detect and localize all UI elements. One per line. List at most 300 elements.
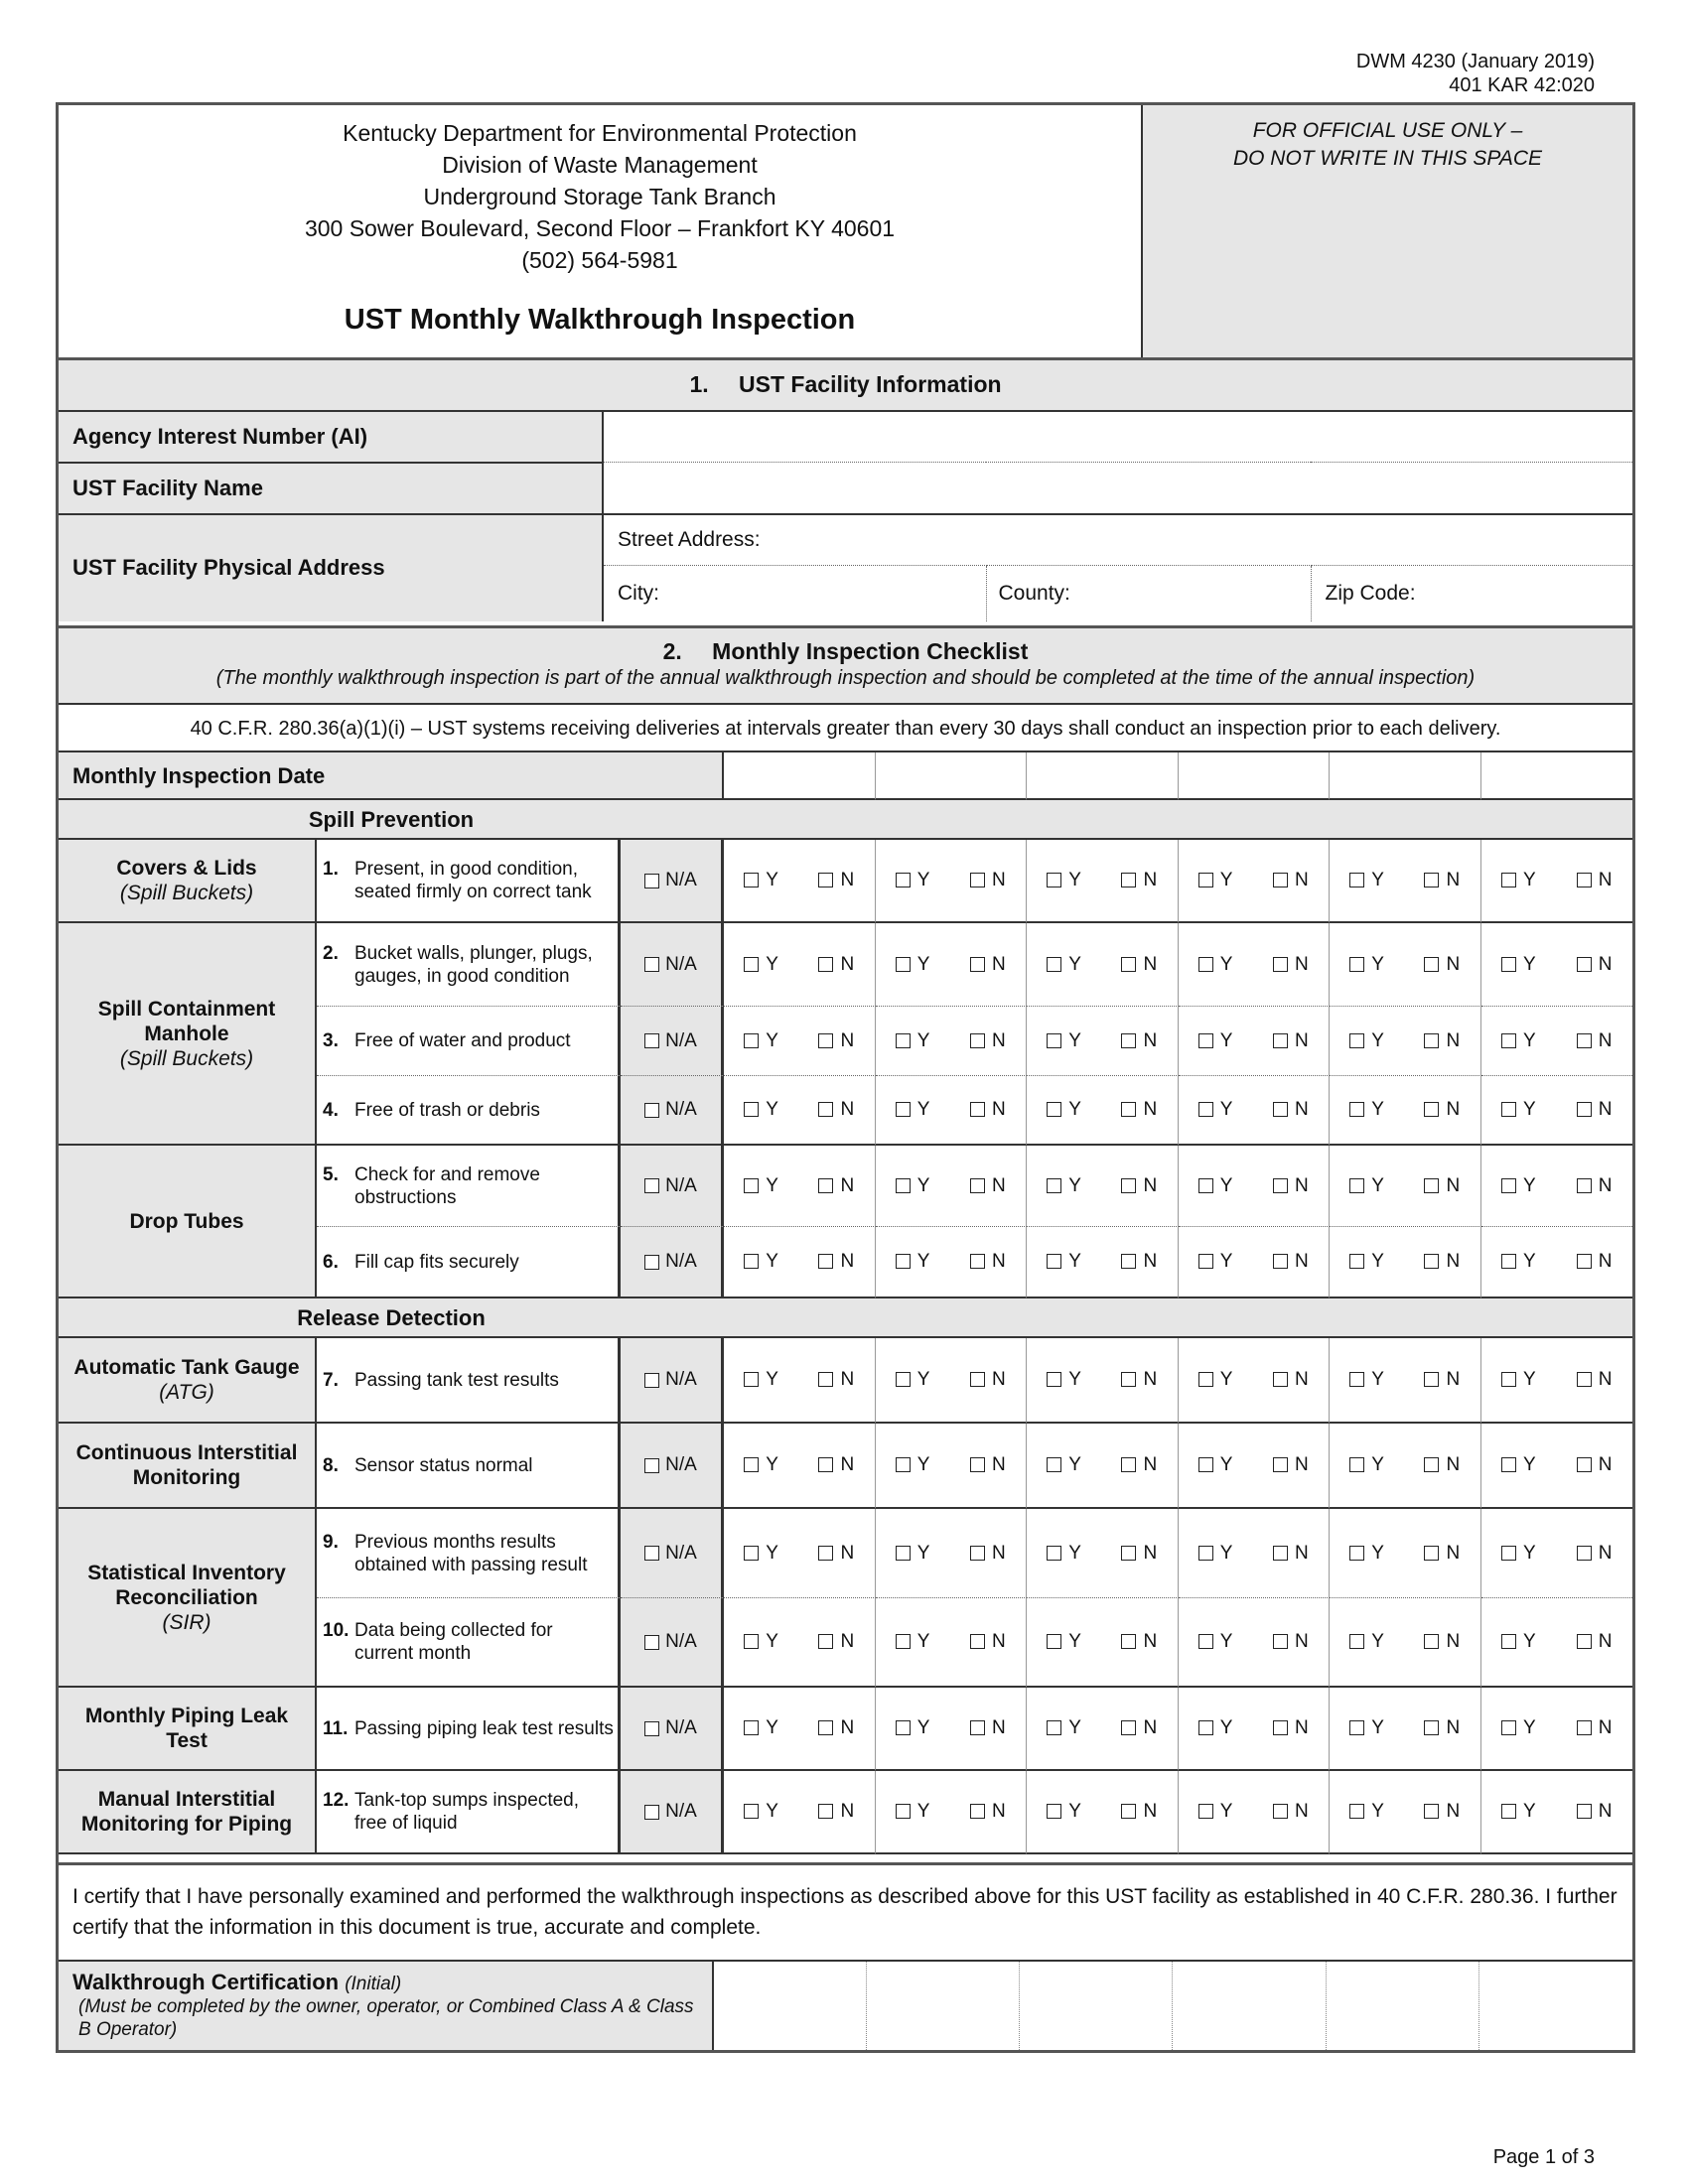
na-label: N/A <box>665 1801 697 1822</box>
no-checkbox[interactable] <box>970 1634 985 1649</box>
no-checkbox[interactable] <box>1577 957 1592 972</box>
inspection-date-field[interactable] <box>1027 752 1179 800</box>
na-label: N/A <box>665 953 697 975</box>
yes-checkbox[interactable] <box>1349 1372 1364 1387</box>
yes-checkbox[interactable] <box>1349 1634 1364 1649</box>
yes-label: Y <box>1523 1369 1536 1390</box>
no-label: N <box>840 1099 855 1120</box>
yes-checkbox[interactable] <box>744 1178 759 1193</box>
na-checkbox[interactable] <box>644 1721 659 1736</box>
yes-checkbox[interactable] <box>896 1720 911 1735</box>
na-cell <box>621 1076 724 1146</box>
month-cell <box>1179 1424 1331 1509</box>
yes-checkbox[interactable] <box>1349 1546 1364 1561</box>
yes-checkbox[interactable] <box>1501 1546 1516 1561</box>
yes-label: Y <box>766 870 778 890</box>
no-checkbox[interactable] <box>1121 1372 1136 1387</box>
no-checkbox[interactable] <box>1577 1372 1592 1387</box>
month-cell <box>1027 1424 1179 1509</box>
yes-checkbox[interactable] <box>1501 1033 1516 1048</box>
no-checkbox[interactable] <box>1424 1720 1439 1735</box>
yes-checkbox[interactable] <box>1198 957 1213 972</box>
inspection-date-field[interactable] <box>1330 752 1481 800</box>
yes-checkbox[interactable] <box>1047 1372 1061 1387</box>
yes-checkbox[interactable] <box>1501 1634 1516 1649</box>
no-checkbox[interactable] <box>818 1254 833 1269</box>
no-option <box>818 1251 854 1273</box>
no-checkbox[interactable] <box>1577 1634 1592 1649</box>
yes-option <box>744 1717 778 1739</box>
no-checkbox[interactable] <box>1121 1178 1136 1193</box>
yes-checkbox[interactable] <box>1198 1804 1213 1819</box>
yes-label: Y <box>1523 1801 1536 1822</box>
city-field[interactable] <box>603 566 986 621</box>
no-checkbox[interactable] <box>1121 1102 1136 1117</box>
na-checkbox[interactable] <box>644 1805 659 1820</box>
yes-option <box>1198 1099 1233 1121</box>
no-checkbox[interactable] <box>970 873 985 887</box>
certification-initial-field[interactable] <box>1327 1962 1479 2050</box>
yes-checkbox[interactable] <box>744 957 759 972</box>
yes-checkbox[interactable] <box>744 1102 759 1117</box>
month-cell <box>1179 1146 1331 1227</box>
no-checkbox[interactable] <box>1424 1457 1439 1472</box>
na-cell <box>621 923 724 1007</box>
yes-checkbox[interactable] <box>1198 1372 1213 1387</box>
yes-label: Y <box>1523 870 1536 890</box>
yes-checkbox[interactable] <box>1501 873 1516 887</box>
no-checkbox[interactable] <box>1121 1634 1136 1649</box>
checklist-item <box>317 1688 621 1771</box>
yes-checkbox[interactable] <box>744 1546 759 1561</box>
yes-option <box>1198 1717 1233 1739</box>
no-label: N <box>1294 1251 1309 1272</box>
yes-checkbox[interactable] <box>744 1457 759 1472</box>
item-text: Fill cap fits securely <box>354 1251 519 1273</box>
no-option <box>1273 1030 1309 1052</box>
yes-checkbox[interactable] <box>744 1634 759 1649</box>
yes-label: Y <box>916 1542 930 1564</box>
facility-name-field[interactable] <box>603 463 1632 514</box>
no-label: N <box>1294 1631 1309 1652</box>
no-checkbox[interactable] <box>1577 1033 1592 1048</box>
no-checkbox[interactable] <box>970 957 985 972</box>
county-label: County: <box>998 581 1070 605</box>
no-checkbox[interactable] <box>818 1720 833 1735</box>
no-label: N <box>991 1631 1006 1652</box>
no-checkbox[interactable] <box>970 1102 985 1117</box>
na-checkbox[interactable] <box>644 1033 659 1048</box>
regulation-ref: 401 KAR 42:020 <box>1449 74 1595 96</box>
no-option <box>1273 1099 1309 1121</box>
no-checkbox[interactable] <box>1577 873 1592 887</box>
yes-option <box>1047 1454 1081 1476</box>
yes-checkbox[interactable] <box>1047 957 1061 972</box>
yes-checkbox[interactable] <box>1198 1102 1213 1117</box>
yes-option <box>1047 870 1081 891</box>
month-cell <box>1481 1509 1633 1598</box>
yes-label: Y <box>1523 953 1536 975</box>
no-checkbox[interactable] <box>970 1457 985 1472</box>
no-checkbox[interactable] <box>1273 1178 1288 1193</box>
yes-option <box>896 1030 930 1052</box>
yes-option <box>1349 1175 1384 1197</box>
no-option <box>1121 1543 1157 1565</box>
no-checkbox[interactable] <box>1424 873 1439 887</box>
yes-checkbox[interactable] <box>1349 1102 1364 1117</box>
yes-option <box>896 954 930 976</box>
yes-checkbox[interactable] <box>744 1372 759 1387</box>
yes-option <box>1047 1631 1081 1653</box>
yes-checkbox[interactable] <box>1047 1546 1061 1561</box>
no-label: N <box>1598 1542 1613 1564</box>
no-checkbox[interactable] <box>1121 1457 1136 1472</box>
yes-checkbox[interactable] <box>1501 1102 1516 1117</box>
checklist-item <box>317 1007 621 1076</box>
section-2-header <box>59 625 1632 705</box>
no-checkbox[interactable] <box>970 1254 985 1269</box>
no-label: N <box>1446 1631 1461 1652</box>
yes-label: Y <box>1219 1174 1233 1196</box>
no-option <box>970 1175 1006 1197</box>
item-text: Passing tank test results <box>354 1369 559 1391</box>
yes-checkbox[interactable] <box>1047 1033 1061 1048</box>
no-checkbox[interactable] <box>1273 873 1288 887</box>
item-number: 10. <box>323 1620 350 1641</box>
yes-checkbox[interactable] <box>1349 1254 1364 1269</box>
no-label: N <box>1446 1542 1461 1564</box>
no-checkbox[interactable] <box>818 1102 833 1117</box>
no-checkbox[interactable] <box>1424 1634 1439 1649</box>
no-checkbox[interactable] <box>1121 873 1136 887</box>
no-option <box>1121 1030 1157 1052</box>
no-checkbox[interactable] <box>818 1372 833 1387</box>
yes-option <box>896 870 930 891</box>
yes-label: Y <box>1523 1029 1536 1051</box>
no-checkbox[interactable] <box>1121 1033 1136 1048</box>
no-option <box>1121 1631 1157 1653</box>
agency-line: Division of Waste Management <box>442 152 758 178</box>
no-checkbox[interactable] <box>1273 1254 1288 1269</box>
no-checkbox[interactable] <box>1273 1546 1288 1561</box>
no-checkbox[interactable] <box>1121 957 1136 972</box>
no-checkbox[interactable] <box>1273 957 1288 972</box>
no-option <box>1424 1454 1460 1476</box>
no-label: N <box>991 1099 1006 1120</box>
yes-label: Y <box>1068 1454 1081 1475</box>
yes-label: Y <box>1219 1099 1233 1120</box>
yes-checkbox[interactable] <box>1501 1372 1516 1387</box>
na-checkbox[interactable] <box>644 1546 659 1561</box>
yes-checkbox[interactable] <box>896 1372 911 1387</box>
no-checkbox[interactable] <box>1577 1546 1592 1561</box>
certification-initial-field[interactable] <box>1479 1962 1632 2050</box>
na-label: N/A <box>665 1717 697 1738</box>
no-checkbox[interactable] <box>1577 1804 1592 1819</box>
yes-label: Y <box>1371 1631 1384 1652</box>
yes-checkbox[interactable] <box>1501 1178 1516 1193</box>
no-checkbox[interactable] <box>1121 1804 1136 1819</box>
inspection-date-field[interactable] <box>876 752 1028 800</box>
no-label: N <box>1598 1099 1613 1120</box>
page-title: UST Monthly Walkthrough Inspection <box>344 304 856 336</box>
yes-checkbox[interactable] <box>1047 1457 1061 1472</box>
yes-checkbox[interactable] <box>1198 873 1213 887</box>
yes-checkbox[interactable] <box>1047 1178 1061 1193</box>
month-cell <box>1481 1227 1633 1298</box>
na-cell <box>621 1146 724 1227</box>
no-checkbox[interactable] <box>818 1178 833 1193</box>
yes-checkbox[interactable] <box>1349 1178 1364 1193</box>
no-checkbox[interactable] <box>1273 1804 1288 1819</box>
item-number: 7. <box>323 1369 339 1391</box>
na-checkbox[interactable] <box>644 874 659 888</box>
no-checkbox[interactable] <box>1424 1804 1439 1819</box>
no-label: N <box>1294 1542 1309 1564</box>
group-name: Monthly Piping Leak Test <box>84 1705 289 1752</box>
month-cell <box>724 1007 876 1076</box>
no-label: N <box>1294 953 1309 975</box>
no-checkbox[interactable] <box>1424 1372 1439 1387</box>
no-checkbox[interactable] <box>1121 1720 1136 1735</box>
inspection-date-field[interactable] <box>1179 752 1331 800</box>
no-label: N <box>1598 1454 1613 1475</box>
no-checkbox[interactable] <box>1424 1546 1439 1561</box>
yes-checkbox[interactable] <box>896 1178 911 1193</box>
no-option <box>1273 1454 1309 1476</box>
yes-checkbox[interactable] <box>896 1804 911 1819</box>
yes-option <box>1198 870 1233 891</box>
no-checkbox[interactable] <box>818 1546 833 1561</box>
no-checkbox[interactable] <box>1424 1033 1439 1048</box>
inspection-date-field[interactable] <box>724 752 876 800</box>
certification-initial-field[interactable] <box>1174 1962 1327 2050</box>
na-cell <box>621 840 724 923</box>
item-text: Tank-top sumps inspected, free of liquid <box>354 1790 580 1834</box>
no-checkbox[interactable] <box>1577 1254 1592 1269</box>
yes-option <box>896 1251 930 1273</box>
checklist-item <box>317 840 621 923</box>
certification-initial-field[interactable] <box>1020 1962 1173 2050</box>
no-checkbox[interactable] <box>1121 1546 1136 1561</box>
yes-checkbox[interactable] <box>1349 957 1364 972</box>
yes-label: Y <box>1068 1717 1081 1738</box>
yes-label: Y <box>1068 1631 1081 1652</box>
spill-prevention-heading <box>59 800 1632 840</box>
yes-checkbox[interactable] <box>1198 1178 1213 1193</box>
yes-checkbox[interactable] <box>896 1102 911 1117</box>
street-field[interactable] <box>603 514 1632 566</box>
na-checkbox[interactable] <box>644 1635 659 1650</box>
yes-label: Y <box>1523 1174 1536 1196</box>
na-checkbox[interactable] <box>644 957 659 972</box>
no-option <box>1424 1717 1460 1739</box>
no-checkbox[interactable] <box>1273 1720 1288 1735</box>
no-option <box>1273 1369 1309 1391</box>
yes-option <box>744 1175 778 1197</box>
no-checkbox[interactable] <box>818 957 833 972</box>
no-checkbox[interactable] <box>818 1634 833 1649</box>
yes-label: Y <box>1219 870 1233 890</box>
no-checkbox[interactable] <box>818 1457 833 1472</box>
no-checkbox[interactable] <box>1577 1178 1592 1193</box>
item-text-wrap <box>317 1099 544 1122</box>
no-checkbox[interactable] <box>1577 1720 1592 1735</box>
yes-option <box>1501 1454 1536 1476</box>
yes-checkbox[interactable] <box>1349 1457 1364 1472</box>
no-checkbox[interactable] <box>970 1720 985 1735</box>
month-cell <box>1179 1509 1331 1598</box>
yes-checkbox[interactable] <box>1198 1720 1213 1735</box>
release-detection-heading-text: Release Detection <box>297 1305 486 1330</box>
no-checkbox[interactable] <box>1273 1033 1288 1048</box>
form-id-block <box>1356 50 1595 97</box>
yes-checkbox[interactable] <box>1501 1720 1516 1735</box>
yes-checkbox[interactable] <box>744 1254 759 1269</box>
yes-checkbox[interactable] <box>1198 1546 1213 1561</box>
yes-checkbox[interactable] <box>1047 873 1061 887</box>
no-option <box>1424 1099 1460 1121</box>
yes-checkbox[interactable] <box>1501 1457 1516 1472</box>
month-cell <box>876 840 1028 923</box>
na-checkbox[interactable] <box>644 1255 659 1270</box>
checklist-item <box>317 1076 621 1146</box>
ai-label: Agency Interest Number (AI) <box>59 411 603 463</box>
yes-option <box>1501 1801 1536 1823</box>
yes-label: Y <box>1371 1717 1384 1738</box>
yes-checkbox[interactable] <box>744 873 759 887</box>
no-checkbox[interactable] <box>1273 1372 1288 1387</box>
no-label: N <box>1294 1029 1309 1051</box>
certification-initial-field[interactable] <box>714 1962 867 2050</box>
month-cell <box>1027 1688 1179 1771</box>
no-option <box>1121 870 1157 891</box>
yes-checkbox[interactable] <box>1349 1804 1364 1819</box>
no-label: N <box>840 953 855 975</box>
no-option <box>818 1099 854 1121</box>
zip-field[interactable] <box>1311 566 1632 621</box>
no-label: N <box>1598 870 1613 890</box>
no-label: N <box>1143 1454 1158 1475</box>
yes-checkbox[interactable] <box>1501 1804 1516 1819</box>
yes-option <box>896 1369 930 1391</box>
yes-checkbox[interactable] <box>1047 1804 1061 1819</box>
yes-option <box>1501 1175 1536 1197</box>
yes-label: Y <box>1371 870 1384 890</box>
certification-label-suffix: (Initial) <box>345 1974 402 1994</box>
no-label: N <box>1598 953 1613 975</box>
na-checkbox[interactable] <box>644 1373 659 1388</box>
no-label: N <box>1294 1454 1309 1475</box>
no-checkbox[interactable] <box>1424 957 1439 972</box>
yes-checkbox[interactable] <box>896 957 911 972</box>
no-checkbox[interactable] <box>1577 1457 1592 1472</box>
month-cell <box>1179 1076 1331 1146</box>
month-cell <box>1330 1598 1481 1688</box>
yes-checkbox[interactable] <box>1198 1254 1213 1269</box>
no-option <box>818 1030 854 1052</box>
no-checkbox[interactable] <box>970 1178 985 1193</box>
yes-checkbox[interactable] <box>1198 1634 1213 1649</box>
no-option <box>1577 1175 1613 1197</box>
no-checkbox[interactable] <box>970 1372 985 1387</box>
no-checkbox[interactable] <box>1424 1254 1439 1269</box>
no-label: N <box>1143 1542 1158 1564</box>
na-checkbox[interactable] <box>644 1103 659 1118</box>
section-title: UST Facility Information <box>739 371 1002 398</box>
no-option <box>1577 1030 1613 1052</box>
na-checkbox[interactable] <box>644 1178 659 1193</box>
no-option <box>1577 1099 1613 1121</box>
item-number: 5. <box>323 1163 339 1185</box>
yes-label: Y <box>1371 1251 1384 1272</box>
no-checkbox[interactable] <box>970 1033 985 1048</box>
yes-label: Y <box>1219 1631 1233 1652</box>
yes-checkbox[interactable] <box>1349 873 1364 887</box>
no-option <box>1577 1543 1613 1565</box>
no-checkbox[interactable] <box>970 1804 985 1819</box>
no-checkbox[interactable] <box>1424 1102 1439 1117</box>
certification-initial-field[interactable] <box>867 1962 1020 2050</box>
yes-checkbox[interactable] <box>1047 1634 1061 1649</box>
yes-checkbox[interactable] <box>896 873 911 887</box>
item-number: 3. <box>323 1030 339 1051</box>
yes-checkbox[interactable] <box>1501 1254 1516 1269</box>
no-checkbox[interactable] <box>1424 1178 1439 1193</box>
no-checkbox[interactable] <box>1577 1102 1592 1117</box>
na-cell <box>621 1598 724 1688</box>
no-checkbox[interactable] <box>818 1804 833 1819</box>
item-number: 1. <box>323 859 339 880</box>
yes-checkbox[interactable] <box>744 1804 759 1819</box>
no-checkbox[interactable] <box>1273 1457 1288 1472</box>
yes-checkbox[interactable] <box>1501 957 1516 972</box>
inspection-date-field[interactable] <box>1481 752 1633 800</box>
yes-checkbox[interactable] <box>1047 1254 1061 1269</box>
yes-option <box>1198 1369 1233 1391</box>
yes-checkbox[interactable] <box>896 1634 911 1649</box>
no-checkbox[interactable] <box>970 1546 985 1561</box>
yes-checkbox[interactable] <box>896 1546 911 1561</box>
yes-checkbox[interactable] <box>1349 1033 1364 1048</box>
yes-checkbox[interactable] <box>1198 1033 1213 1048</box>
no-option <box>1121 1801 1157 1823</box>
item-text-wrap <box>317 1454 537 1477</box>
yes-checkbox[interactable] <box>896 1254 911 1269</box>
county-field[interactable] <box>986 566 1311 621</box>
na-checkbox[interactable] <box>644 1458 659 1473</box>
yes-checkbox[interactable] <box>744 1033 759 1048</box>
yes-checkbox[interactable] <box>744 1720 759 1735</box>
month-cell <box>1027 1076 1179 1146</box>
no-checkbox[interactable] <box>1121 1254 1136 1269</box>
no-checkbox[interactable] <box>1273 1634 1288 1649</box>
month-cell <box>1481 1424 1633 1509</box>
yes-checkbox[interactable] <box>1047 1720 1061 1735</box>
yes-checkbox[interactable] <box>1198 1457 1213 1472</box>
ai-field[interactable] <box>603 411 1632 463</box>
no-checkbox[interactable] <box>1273 1102 1288 1117</box>
no-label: N <box>840 1801 855 1822</box>
yes-checkbox[interactable] <box>1047 1102 1061 1117</box>
yes-option <box>896 1543 930 1565</box>
no-label: N <box>991 1801 1006 1822</box>
yes-checkbox[interactable] <box>1349 1720 1364 1735</box>
no-checkbox[interactable] <box>818 873 833 887</box>
yes-checkbox[interactable] <box>896 1457 911 1472</box>
no-checkbox[interactable] <box>818 1033 833 1048</box>
yes-checkbox[interactable] <box>896 1033 911 1048</box>
